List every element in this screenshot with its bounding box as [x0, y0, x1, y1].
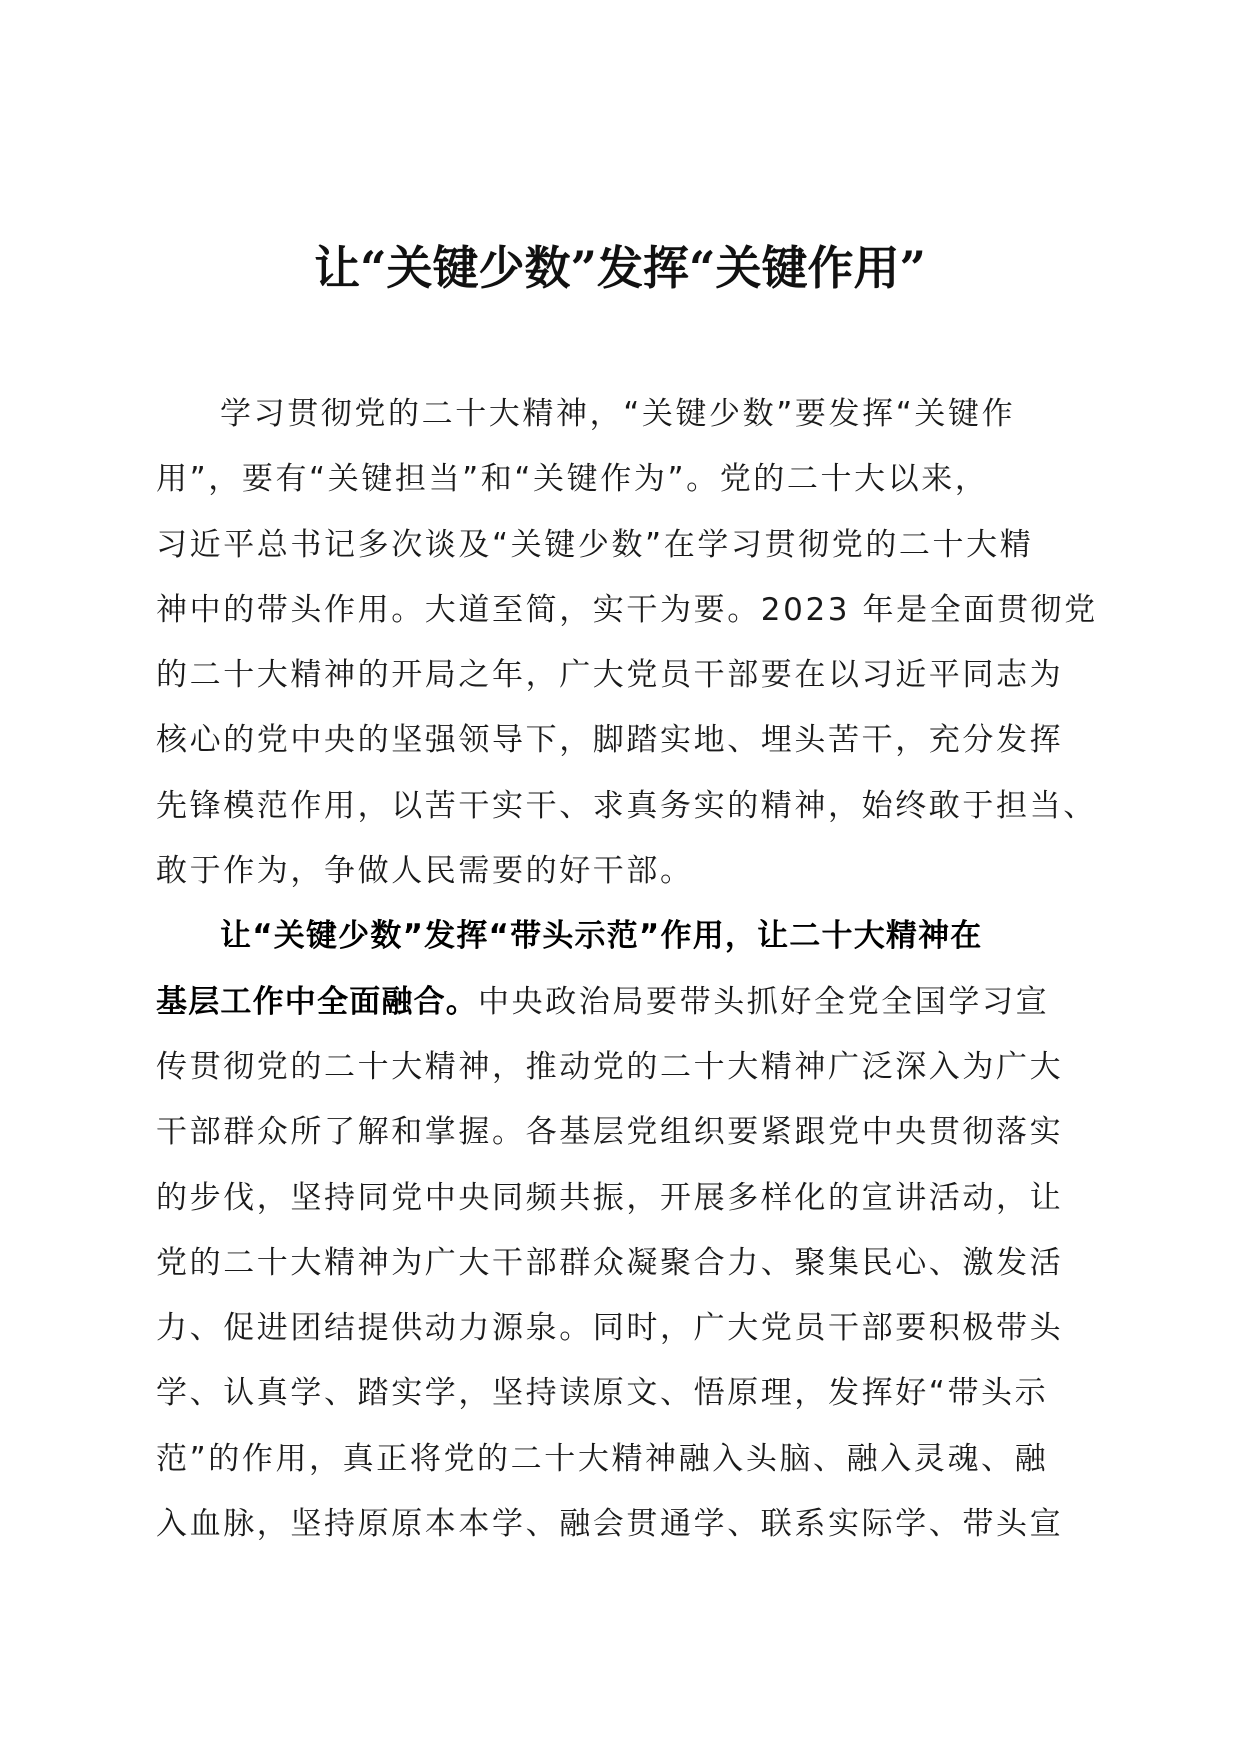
paragraph-line: 力、促进团结提供动力源泉。同时，广大党员干部要积极带头 — [156, 1310, 1064, 1347]
paragraph-line: 习近平总书记多次谈及“关键少数”在学习贯彻党的二十大精 — [156, 526, 1034, 563]
page-title: 让“关键少数”发挥“关键作用” — [314, 241, 926, 295]
paragraph-line: 的步伐，坚持同党中央同频共振，开展多样化的宣讲活动，让 — [156, 1179, 1064, 1216]
paragraph-line: 党的二十大精神为广大干部群众凝聚合力、聚集民心、激发活 — [156, 1244, 1064, 1281]
paragraph-line: 传贯彻党的二十大精神，推动党的二十大精神广泛深入为广大 — [156, 1048, 1064, 1085]
paragraph-line — [156, 970, 1086, 1035]
paragraph-line: 的二十大精神的开局之年，广大党员干部要在以习近平同志为 — [156, 657, 1064, 694]
paragraph-line: 范”的作用，真正将党的二十大精神融入头脑、融入灵魂、融 — [156, 1440, 1049, 1477]
paragraph-line: 入血脉，坚持原原本本学、融会贯通学、联系实际学、带头宣 — [156, 1506, 1064, 1543]
paragraph-line: 神中的带头作用。大道至简，实干为要。2023 年是全面贯彻党 — [156, 591, 1098, 628]
paragraph-line: 学、认真学、踏实学，坚持读原文、悟原理，发挥好“带头示 — [156, 1375, 1049, 1412]
paragraph-text: 中央政治局要带头抓好全党全国学习宣 — [478, 983, 1050, 1020]
paragraph-line: 核心的党中央的坚强领导下，脚踏实地、埋头苦干，充分发挥 — [156, 722, 1064, 759]
paragraph-line: 学习贯彻党的二十大精神，“关键少数”要发挥“关键作 — [220, 396, 1016, 432]
paragraph-line: 敢于作为，争做人民需要的好干部。 — [156, 853, 694, 890]
paragraph-line: 先锋模范作用，以苦干实干、求真务实的精神，始终敢于担当、 — [156, 787, 1097, 824]
paragraph-line: 干部群众所了解和掌握。各基层党组织要紧跟党中央贯彻落实 — [156, 1114, 1064, 1151]
document-body — [156, 382, 1098, 1557]
paragraph-line: 用”，要有“关键担当”和“关键作为”。党的二十大以来， — [156, 461, 989, 498]
section-heading: 让“关键少数”发挥“带头示范”作用，让二十大精神在 — [220, 918, 983, 955]
section-heading-continuation: 基层工作中全面融合。 — [156, 983, 478, 1020]
